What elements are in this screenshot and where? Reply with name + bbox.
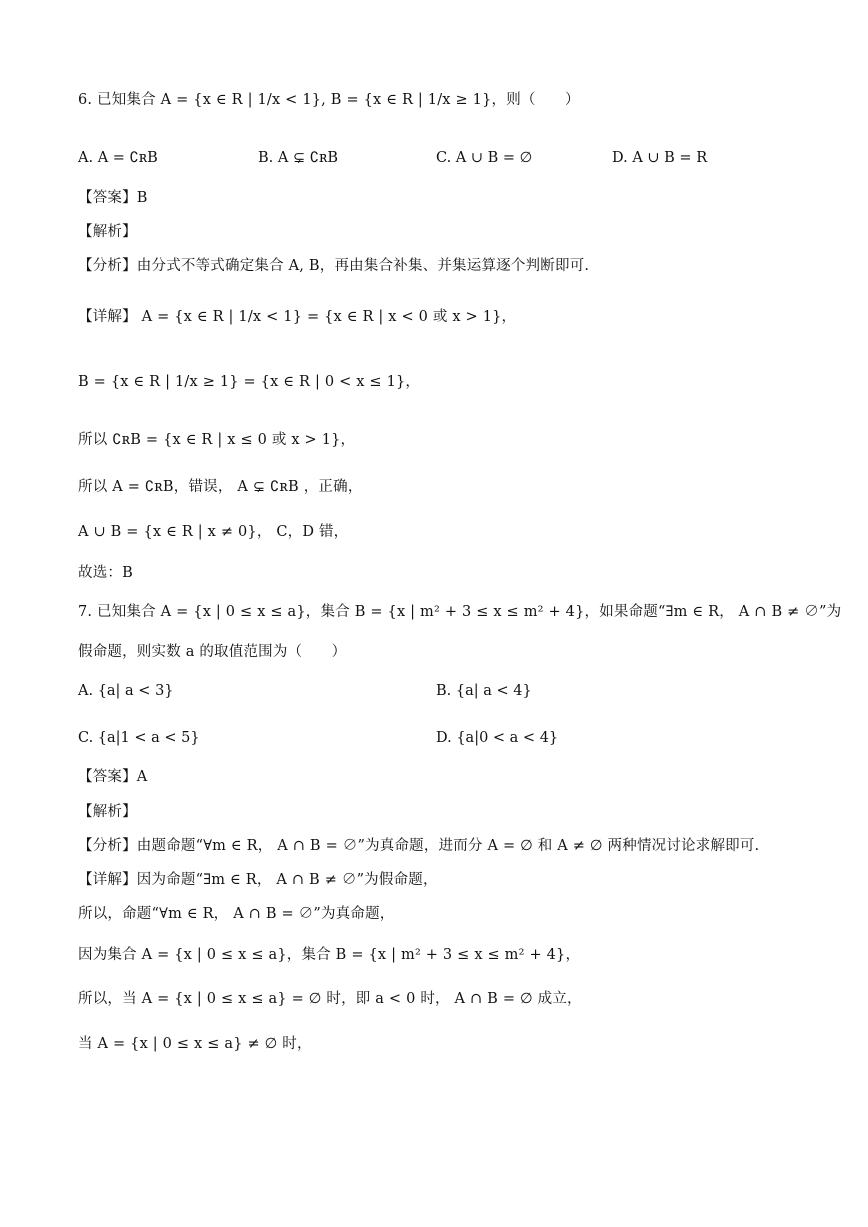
- q7-detail-5: 当 A = {x | 0 ≤ x ≤ a} ≠ ∅ 时，: [78, 1036, 312, 1052]
- q6-choice: 故选：B: [78, 565, 133, 581]
- q7-option-b: B. {a| a < 4}: [436, 683, 532, 699]
- q7-option-c: C. {a|1 < a < 5}: [78, 730, 200, 746]
- q7-option-a: A. {a| a < 3}: [78, 683, 174, 699]
- q7-detail-4: 所以，当 A = {x | 0 ≤ x ≤ a} = ∅ 时，即 a < 0 时， A ∩ B = ∅ 成立，: [78, 991, 582, 1007]
- q6-option-a: A. A = ∁ʀB: [78, 150, 158, 166]
- q6-detail-1: 【详解】 A = {x ∈ R | 1/x < 1} = {x ∈ R | x < 0 或 x > 1}，: [78, 309, 517, 325]
- q7-detail-2: 所以，命题“∀m ∈ R， A ∩ B = ∅”为真命题，: [78, 906, 395, 922]
- q7-option-d: D. {a|0 < a < 4}: [436, 730, 559, 746]
- q7-answer: 【答案】A: [78, 769, 148, 785]
- q7-analysis: 【分析】由题命题“∀m ∈ R， A ∩ B = ∅”为真命题，进而分 A = ∅ 和 A ≠ ∅ 两种情况讨论求解即可.: [78, 838, 760, 854]
- q6-option-c: C. A ∪ B = ∅: [436, 150, 533, 166]
- q6-stem: 6. 已知集合 A = {x ∈ R | 1/x < 1}, B = {x ∈ R | 1/x ≥ 1}，则（ ）: [78, 92, 580, 108]
- q6-answer: 【答案】B: [78, 190, 148, 206]
- q6-option-b: B. A ⊊ ∁ʀB: [258, 150, 339, 166]
- q6-analysis-header: 【解析】: [78, 224, 137, 240]
- q6-analysis: 【分析】由分式不等式确定集合 A, B，再由集合补集、并集运算逐个判断即可.: [78, 258, 590, 274]
- q7-detail-3: 因为集合 A = {x | 0 ≤ x ≤ a}，集合 B = {x | m² + 3 ≤ x ≤ m² + 4}，: [78, 947, 581, 963]
- q6-detail-4: 所以 A = ∁ʀB，错误， A ⊊ ∁ʀB ，正确，: [78, 479, 363, 495]
- q7-stem-1: 7. 已知集合 A = {x | 0 ≤ x ≤ a}，集合 B = {x | m² + 3 ≤ x ≤ m² + 4}，如果命题“∃m ∈ R， A ∩ B ≠ ∅”为: [78, 604, 842, 620]
- q7-detail-1: 【详解】因为命题“∃m ∈ R， A ∩ B ≠ ∅”为假命题，: [78, 872, 438, 888]
- q7-stem-2: 假命题，则实数 a 的取值范围为（ ）: [78, 644, 347, 660]
- q7-analysis-header: 【解析】: [78, 804, 137, 820]
- q6-detail-5: A ∪ B = {x ∈ R | x ≠ 0}， C，D 错，: [78, 524, 349, 540]
- q6-detail-3: 所以 ∁ʀB = {x ∈ R | x ≤ 0 或 x > 1}，: [78, 432, 356, 448]
- q6-option-d: D. A ∪ B = R: [612, 150, 708, 166]
- q6-detail-2: B = {x ∈ R | 1/x ≥ 1} = {x ∈ R | 0 < x ≤ 1}，: [78, 374, 421, 390]
